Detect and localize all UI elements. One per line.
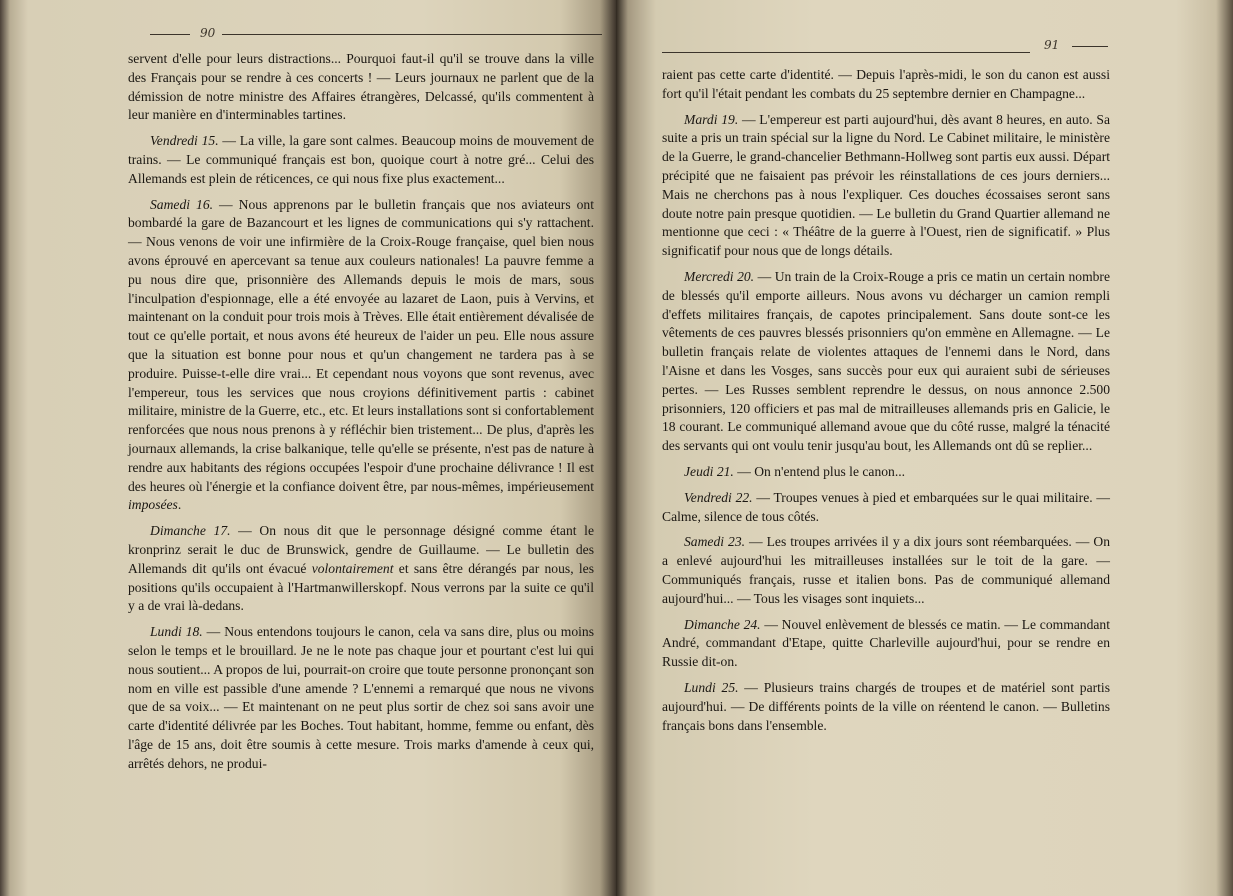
entry-date: Mardi 19. (684, 111, 739, 127)
diary-entry (128, 196, 594, 516)
entry-text: — Les troupes arrivées il y a dix jours sont réembarquées. — On a enlevé aujourd'hui les mitrailleuses installées sur le toit de la gare. — Communiqués français, russe et italien bons. Pas de communiqué allemand aujourd'hui... — Tous les visages sont inquiets... (662, 534, 1110, 606)
entry-date: Samedi 16. (150, 196, 214, 212)
diary-entry (128, 50, 594, 125)
diary-entry (662, 489, 1110, 527)
entry-text: — On nous dit que le personnage désigné comme étant le kronprinz serait le duc de Brunswick, gendre de Guillaume. — Le bulletin des Allemands dit qu'ils ont évacué (128, 523, 594, 576)
entry-date: Vendredi 15. (150, 133, 219, 149)
diary-entry (128, 132, 594, 188)
right-page-text (662, 66, 1110, 742)
diary-entry (662, 463, 1110, 482)
diary-entry (662, 533, 1110, 608)
entry-date: Mercredi 20. (684, 268, 755, 284)
entry-date: Samedi 23. (684, 534, 746, 550)
header-rule-right (1072, 46, 1108, 47)
left-page-text (128, 50, 594, 780)
entry-text: servent d'elle pour leurs distractions... Pourquoi faut-il qu'il se trouve dans la ville des Français pour se rendre à ces concerts ! — Leurs journaux ne parlent que de la démission de notre ministre des Affaires étrangères, Delcassé, qu'ils commentent à leur manière en d'interminables tartines. (128, 51, 594, 123)
entry-text: — Nous apprenons par le bulletin français que nos aviateurs ont bombardé la gare de Bazancourt et les lignes de communications qui s'y rattachent. — Nous venons de voir une infirmière de la Croix-Rouge française, quel bien nous avons éprouvé en apercevant sa tenue aux couleurs nationales! La pauvre femme a pu nous dire que, prisonnière des Allemands depuis le mois de mars, sous l'inculpation d'espionnage, elle a été envoyée au lazaret de Laon, puis à Vervins, et maintenant on la conduit pour trois mois à Trèves. Elle était entièrement dévalisée de tout ce qu'elle portait, et nous avons été heureux de l'aider un peu. Elle nous assure que la situation est bonne pour nous et qu'un changement ne tardera pas à se produire. Puisse-t-elle dire vrai... Et cependant nous voyons que sont revenus, avec l'empereur, tous les services que nous croyions définitivement partis : cabinet militaire, ministre de la Guerre, etc., etc. Et leurs installations sont si confortablement renforcées que nous nous prenons à y réfléchir bien tristement... De plus, d'après les journaux allemands, la crise balkanique, telle qu'elle se présente, n'est pas de nature à rendre aux habitants des régions occupées l'espoir d'une prochaine délivrance ! Il est des heures où l'énergie et la confiance doivent être, par nous-mêmes, impérieusement (128, 196, 594, 494)
diary-entry (662, 66, 1110, 104)
diary-entry (662, 679, 1110, 735)
diary-entry (128, 623, 594, 773)
entry-text: — Nouvel enlèvement de blessés ce matin. — Le commandant André, commandant d'Etape, quitte Charleville aujourd'hui, pour se rendre en Russie dit-on. (662, 616, 1111, 670)
entry-date: Lundi 25. (684, 679, 739, 695)
entry-date: Vendredi 22. (684, 489, 753, 505)
entry-date: Dimanche 17. (150, 523, 231, 539)
diary-entry (128, 522, 594, 616)
right-page (616, 0, 1233, 896)
entry-text: — Troupes venues à pied et embarquées sur le quai militaire. — Calme, silence de tous côtés. (662, 489, 1110, 524)
page-number: 91 (1044, 38, 1060, 52)
diary-entry (662, 111, 1110, 261)
entry-text: — Un train de la Croix-Rouge a pris ce matin un certain nombre de blessés qu'il emporte ailleurs. Nous avons vu décharger un camion rempli d'effets militaires français, de capotes principalement. Sans doute sont-ce les vêtements de ces pauvres blessés prisonniers qu'on emmène en Allemagne. — Le bulletin français relate de violentes attaques de l'ennemi dans le Nord, dans l'Aisne et dans les Vosges, sans succès pour eux qui auraient subi de sérieuses pertes. — Les Russes semblent reprendre le dessus, on nous annonce 2.500 prisonniers, 120 officiers et pas mal de mitrailleuses allemands pris en Galicie, le 18 courant. Le communiqué allemand avoue que du côté russe, malgré la ténacité des servants qui ont voulu tenir jusqu'au bout, les Allemands ont dû se replier... (662, 268, 1110, 454)
entry-text-tail: et sans être dérangés par nous, les positions qu'ils occupaient à l'Hartmanwillerskopf. Nous verrons par la suite ce qu'il y a de vrai là-dedans. (128, 560, 594, 614)
header-rule-left (662, 52, 1030, 53)
entry-date: Dimanche 24. (684, 616, 761, 632)
entry-text: — Nous entendons toujours le canon, cela va sans dire, plus ou moins selon le temps et le brouillard. Je ne le note pas chaque jour et pourtant c'est lui qui nous soutient... A propos de lui, pourrait-on croire que toute personne prononçant son nom en ville est passible d'une amende ? L'ennemi a remarqué que nous ne vivons que de sa voix... — Et maintenant on ne peut plus sortir de chez soi sans avoir une carte d'identité délivrée par les Boches. Tout habitant, homme, femme ou enfant, dès l'âge de 15 ans, doit être soumis à cette mesure. Trois marks d'amende à ceux qui, arrêtés dehors, ne produi- (128, 624, 594, 771)
entry-text: — On n'entend plus le canon... (733, 463, 906, 479)
left-page (0, 0, 616, 896)
entry-text: raient pas cette carte d'identité. — Depuis l'après-midi, le son du canon est aussi fort qu'il l'était pendant les combats du 25 septembre dernier en Champagne... (662, 67, 1110, 101)
entry-text-tail: . (177, 497, 182, 513)
emphasis-text: volontairement (311, 560, 394, 576)
entry-date: Lundi 18. (150, 624, 203, 640)
page-number: 90 (200, 26, 216, 40)
diary-entry (662, 616, 1110, 672)
entry-text: — L'empereur est parti aujourd'hui, dès avant 8 heures, en auto. Sa suite a pris un train spécial sur la ligne du Nord. Le Cabinet militaire, le ministère de la Guerre, le grand-chancelier Bethmann-Hollweg sont partis eux aussi. Départ précipité que ne faisaient pas prévoir les réinstallations de ces jours derniers... Mais ne cherchons pas à nous l'expliquer. Ces douches écossaises seront sans doute notre pain presque quotidien. — Le bulletin du Grand Quartier allemand ne mentionne que ceci : « Théâtre de la guerre à l'Ouest, rien de significatif. » Plus significatif pour nous que de longs détails. (662, 111, 1110, 259)
header-rule-left (150, 34, 190, 35)
header-rule-right (222, 34, 602, 35)
entry-date: Jeudi 21. (684, 463, 734, 479)
entry-text: — La ville, la gare sont calmes. Beaucoup moins de mouvement de trains. — Le communiqué français est bon, quoique court à notre gré... Celui des Allemands est plein de réticences, ce qui nous fixe plus exactement... (128, 133, 594, 186)
diary-entry (662, 268, 1110, 456)
entry-text: — Plusieurs trains chargés de troupes et de matériel sont partis aujourd'hui. — De différents points de la ville on réentend le canon. — Bulletins français bons dans l'ensemble. (662, 679, 1110, 733)
emphasis-text: imposées (128, 497, 178, 513)
